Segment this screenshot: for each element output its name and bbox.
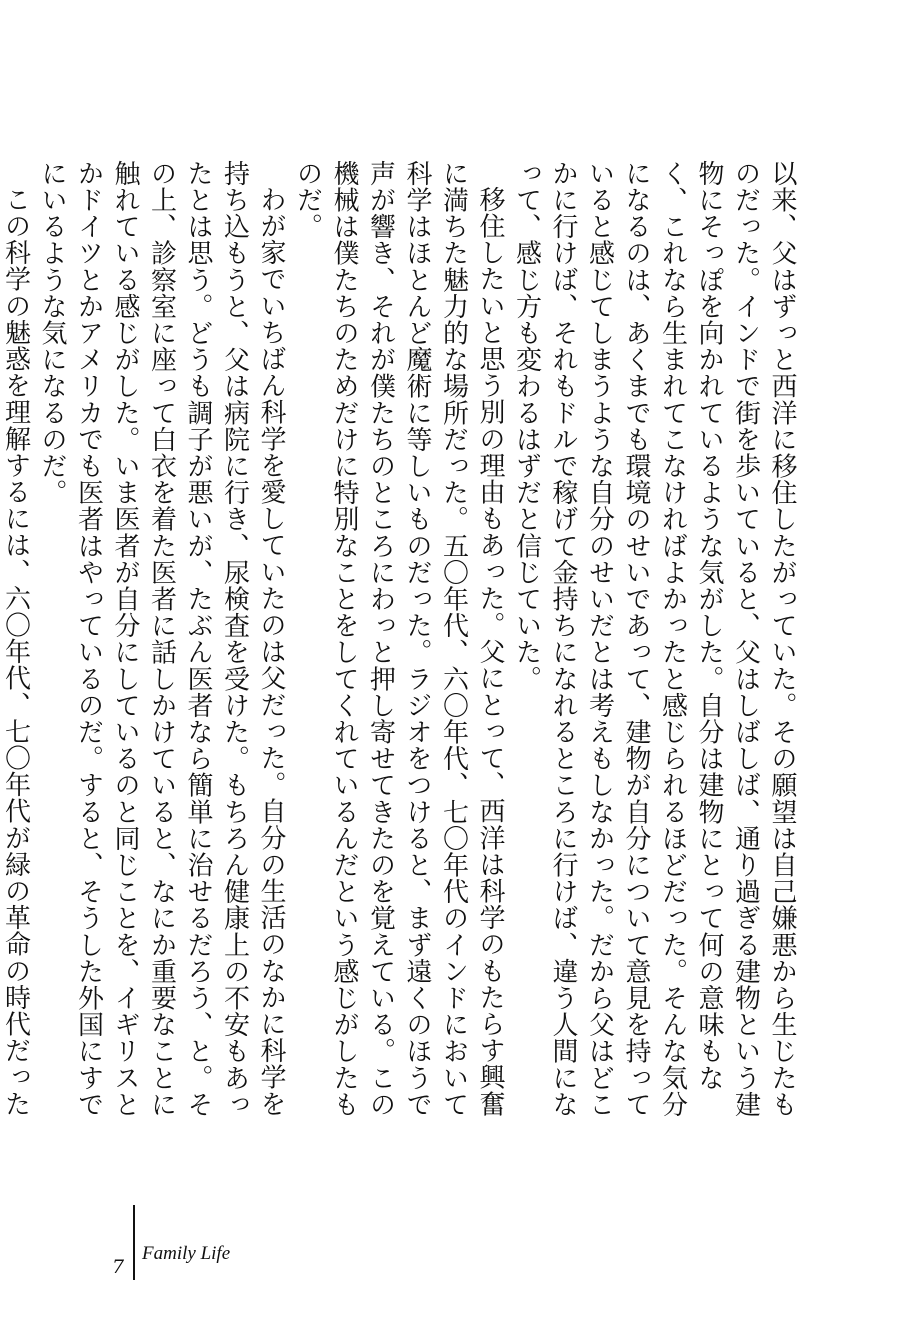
paragraph-4: この科学の魅惑を理解するには、六〇年代、七〇年代が緑の革命の時代だった (0, 186, 31, 1117)
footer-divider (133, 1205, 135, 1280)
vertical-text-body (0, 160, 800, 1120)
paragraph-3: わが家でいちばん科学を愛していたのは父だった。自分の生活のなかに科学を持ち込もうと、父は病院に行き、尿検査を受けた。もちろん健康上の不安もあったとは思う。どうも調子が悪いが、たぶん医者なら簡単に治せるだろう、と。その上、診察室に座って白衣を着た医者に話しかけていると、なにか重要なことに触れている感じがした。いま医者が自分にしているのと同じことを、イギリスとかドイツとかアメリカでも医者はやっているのだ。すると、そうした外国にすでにいるような気になるのだ。 (37, 160, 286, 1118)
page-number: 7 (112, 1256, 125, 1278)
paragraph-1: 以来、父はずっと西洋に移住したがっていた。その願望は自己嫌悪から生じたものだった。インドで街を歩いていると、父はしばしば、通り過ぎる建物という建物にそっぽを向かれているような気がした。自分は建物にとって何の意味もなく、これなら生まれてこなければよかったと感じられるほどだった。そんな気分になるのは、あくまでも環境のせいであって、建物が自分について意見を持っていると感じてしまうような自分のせいだとは考えもしなかった。だから父はどこかに行けば、それもドルで稼げて金持ちになれるところに行けば、違う人間になって、感じ方も変わるはずだと信じていた。 (511, 160, 797, 1118)
paragraph-2: 移住したいと思う別の理由もあった。父にとって、西洋は科学のもたらす興奮に満ちた魅力的な場所だった。五〇年代、六〇年代、七〇年代のインドにおいて科学はほとんど魔術に等しいものだった。ラジオをつけると、まず遠くのほうで声が響き、それが僕たちのところにわっと押し寄せてきたのを覚えている。この機械は僕たちのためだけに特別なことをしてくれているんだという感じがしたものだ。 (292, 160, 505, 1118)
running-title: Family Life (142, 1243, 231, 1264)
